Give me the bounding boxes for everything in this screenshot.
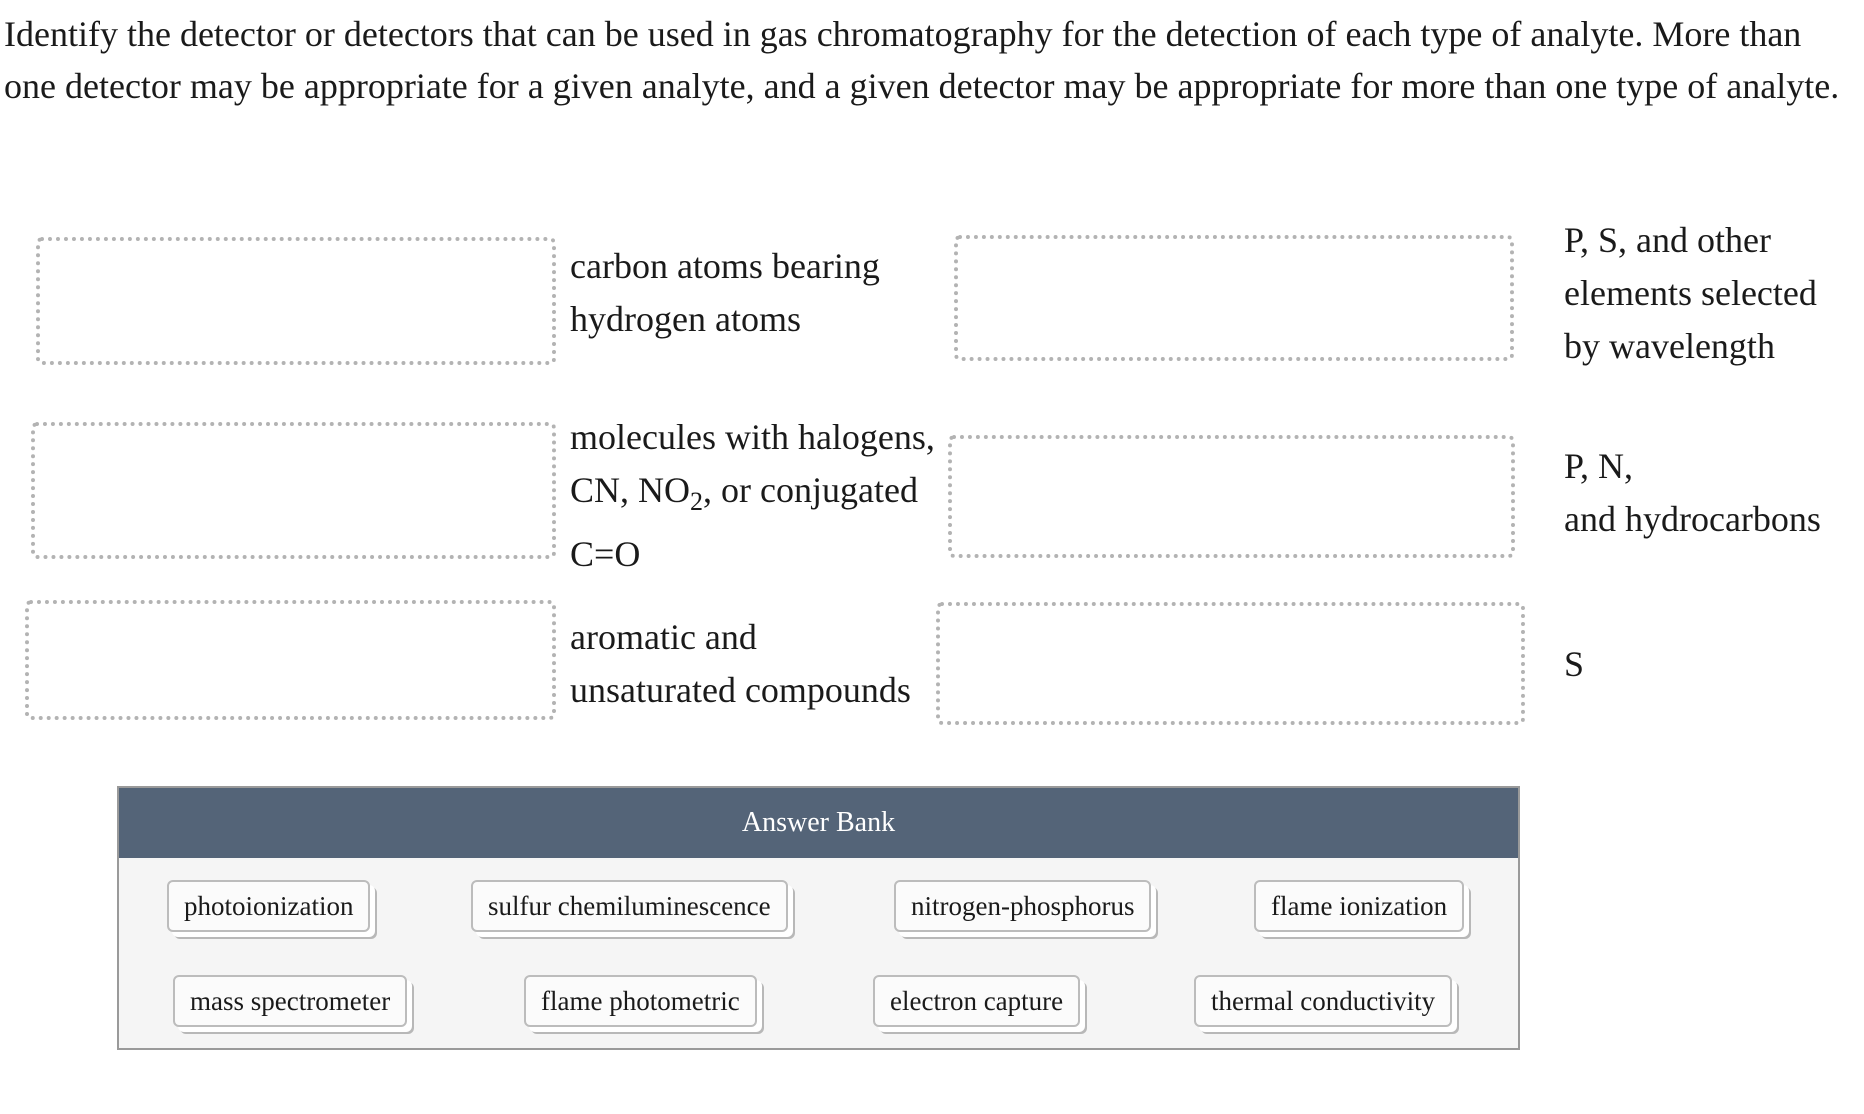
- drop-zone-sulfur[interactable]: [936, 602, 1525, 725]
- answer-chip-electron-capture[interactable]: electron capture: [873, 975, 1080, 1027]
- drop-zone-p-n-hydrocarbons[interactable]: [948, 435, 1515, 558]
- answer-chip-mass-spectrometer[interactable]: mass spectrometer: [173, 975, 407, 1027]
- analyte-label-aromatic: aromatic and unsaturated compounds: [570, 617, 911, 710]
- drop-zone-p-s-wavelength[interactable]: [954, 235, 1514, 361]
- answer-bank-title: Answer Bank: [119, 788, 1518, 858]
- answer-chip-flame-ionization[interactable]: flame ionization: [1254, 880, 1464, 932]
- instructions-text: Identify the detector or detectors that can be used in gas chromatography for the detection of each type of analyte. More than one detector may be appropriate for a given analyte, and a given detector may be appropriate for more than one type of analyte.: [4, 14, 1840, 106]
- answer-chip-thermal-conductivity[interactable]: thermal conductivity: [1194, 975, 1452, 1027]
- analyte-label-sulfur: S: [1564, 644, 1585, 684]
- analyte-label-p-s-wavelength: P, S, and other elements selected by wavelength: [1564, 220, 1817, 366]
- answer-bank: [117, 786, 1520, 1050]
- answer-chip-sulfur-chemiluminescence[interactable]: sulfur chemiluminescence: [471, 880, 788, 932]
- analyte-label-p-n-hydrocarbons: P, N, and hydrocarbons: [1564, 446, 1821, 539]
- answer-chip-flame-photometric[interactable]: flame photometric: [524, 975, 757, 1027]
- analyte-label-halogens: molecules with halogens, CN, $NO_2$, or conjugated C=O: [570, 417, 935, 575]
- drop-zone-carbon-hydrogen[interactable]: [36, 237, 556, 365]
- answer-chip-nitrogen-phosphorus[interactable]: nitrogen-phosphorus: [894, 880, 1151, 932]
- answer-chip-photoionization[interactable]: photoionization: [167, 880, 370, 932]
- drop-zone-halogens[interactable]: [31, 422, 556, 559]
- drop-zone-aromatic[interactable]: [25, 600, 556, 720]
- analyte-label-carbon-hydrogen: carbon atoms bearing hydrogen atoms: [570, 246, 880, 339]
